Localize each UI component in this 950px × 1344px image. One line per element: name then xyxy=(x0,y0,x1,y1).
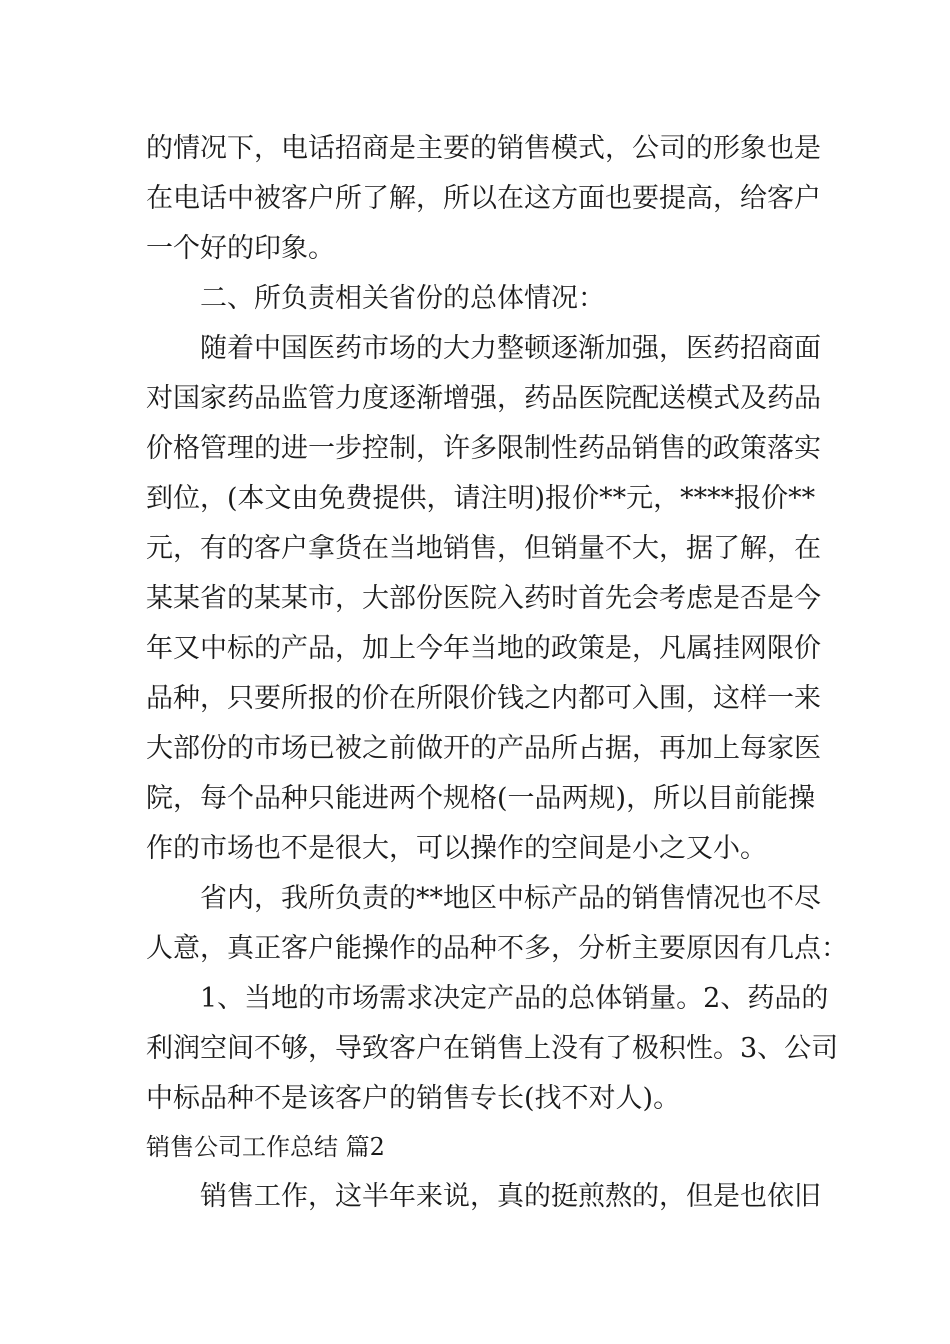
paragraph-line: 利润空间不够，导致客户在销售上没有了极积性。3、公司 xyxy=(146,1033,839,1064)
article-heading: 销售公司工作总结 篇2 xyxy=(146,1133,385,1161)
paragraph-line: 年又中标的产品，加上今年当地的政策是，凡属挂网限价 xyxy=(146,633,821,664)
paragraph-line: 大部份的市场已被之前做开的产品所占据，再加上每家医 xyxy=(146,733,821,764)
paragraph-line: 在电话中被客户所了解，所以在这方面也要提高，给客户 xyxy=(146,183,821,214)
paragraph-line: 某某省的某某市，大部份医院入药时首先会考虑是否是今 xyxy=(146,583,821,614)
paragraph-line: 价格管理的进一步控制，许多限制性药品销售的政策落实 xyxy=(146,433,821,464)
paragraph-line: 1、当地的市场需求决定产品的总体销量。2、药品的 xyxy=(200,983,829,1014)
paragraph-line: 到位，(本文由免费提供，请注明)报价**元，****报价** xyxy=(146,483,816,514)
paragraph-line: 销售工作，这半年来说，真的挺煎熬的，但是也依旧 xyxy=(200,1181,821,1212)
paragraph-line: 中标品种不是该客户的销售专长(找不对人)。 xyxy=(146,1083,681,1114)
paragraph-line: 人意，真正客户能操作的品种不多，分析主要原因有几点： xyxy=(146,933,848,964)
section-heading: 二、所负责相关省份的总体情况： xyxy=(200,283,605,314)
paragraph-line: 元，有的客户拿货在当地销售，但销量不大，据了解，在 xyxy=(146,533,821,564)
paragraph-line: 对国家药品监管力度逐渐增强，药品医院配送模式及药品 xyxy=(146,383,821,414)
paragraph-line: 随着中国医药市场的大力整顿逐渐加强，医药招商面 xyxy=(200,333,821,364)
paragraph-line: 品种，只要所报的价在所限价钱之内都可入围，这样一来 xyxy=(146,683,821,714)
paragraph-line: 的情况下，电话招商是主要的销售模式，公司的形象也是 xyxy=(146,133,821,164)
paragraph-line: 省内，我所负责的**地区中标产品的销售情况也不尽 xyxy=(200,883,821,914)
paragraph-line: 一个好的印象。 xyxy=(146,233,335,264)
paragraph-line: 院，每个品种只能进两个规格(一品两规)，所以目前能操 xyxy=(146,783,816,814)
paragraph-line: 作的市场也不是很大，可以操作的空间是小之又小。 xyxy=(146,833,767,864)
